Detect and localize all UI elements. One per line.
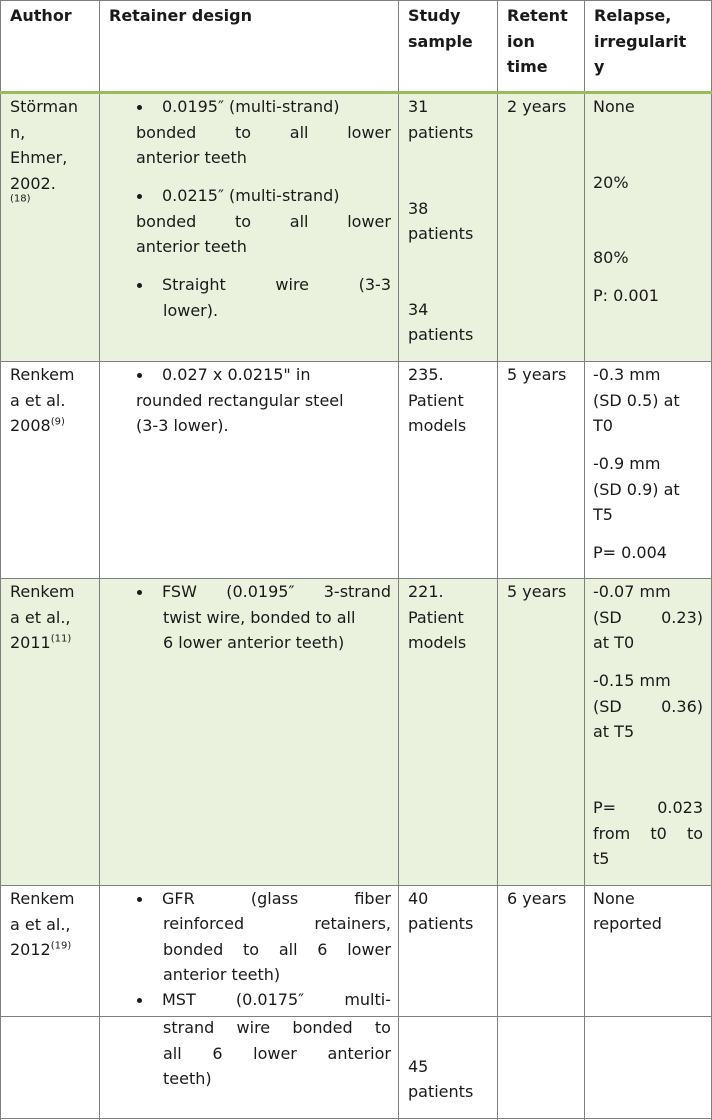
author-cell: Renkem a et al. 2008$^{(9)}$ [10, 365, 75, 435]
author-cell: Störman n, Ehmer, 2002. $^{(18)}$ [10, 97, 79, 205]
bullet-icon [137, 105, 142, 110]
author-cell: Renkem a et al., 2012$^{(19)}$ [10, 889, 75, 959]
header-retention-time: Retent ion time [507, 6, 568, 76]
list-item: MST (0.0175″ multi- [162, 990, 391, 1009]
list-item: bonded to all 6 lower [163, 940, 391, 959]
list-item: rounded rectangular steel [136, 391, 344, 410]
table-border [0, 1118, 712, 1119]
list-item: 0.0215″ (multi-strand) [162, 186, 340, 205]
list-item: 0.0195″ (multi-strand) [162, 97, 340, 116]
list-item: Straight wire (3-3 [162, 275, 391, 294]
list-item: 0.027 x 0.0215" in [162, 365, 311, 384]
list-item: anterior teeth [136, 237, 247, 256]
list-item: anterior teeth [136, 148, 247, 167]
list-item: all 6 lower anterior [163, 1044, 391, 1063]
citation-ref: (18) [10, 193, 31, 205]
list-item: bonded to all lower [136, 212, 391, 231]
citation-ref: (19) [50, 940, 72, 952]
list-item: twist wire, bonded to all [163, 608, 356, 627]
list-item: bonded to all lower [136, 123, 391, 142]
header-divider [0, 91, 712, 94]
column-divider [398, 0, 399, 1120]
list-item: reinforced retainers, [163, 914, 391, 933]
bullet-icon [137, 194, 142, 199]
list-item: teeth) [163, 1069, 212, 1088]
bullet-icon [137, 897, 142, 902]
retention-time-cell: 5 years [507, 365, 567, 384]
list-item: FSW (0.0195″ 3-strand [162, 582, 391, 601]
bullet-icon [137, 998, 142, 1003]
citation-ref: (9) [50, 416, 65, 428]
header-relapse-irregularity: Relapse, irregularit y [594, 6, 687, 76]
column-divider [99, 0, 100, 1120]
table-border [0, 0, 712, 1]
list-item: strand wire bonded to [163, 1018, 391, 1037]
row-divider [0, 578, 712, 579]
study-sample-cell: 235. Patient models [408, 365, 467, 435]
row-divider [0, 361, 712, 362]
row-divider [0, 885, 712, 886]
list-item: (3-3 lower). [136, 416, 229, 435]
study-sample-cell: 221. Patient models [408, 582, 467, 652]
header-author: Author [10, 6, 72, 25]
table-border [0, 0, 1, 1120]
bullet-icon [137, 590, 142, 595]
list-item: anterior teeth) [163, 965, 281, 984]
author-cell: Renkem a et al., 2011$^{(11)}$ [10, 582, 75, 652]
header-retainer-design: Retainer design [109, 6, 252, 25]
bullet-icon [137, 373, 142, 378]
column-divider [584, 0, 585, 1120]
row-divider [0, 1016, 712, 1017]
citation-ref: (11) [50, 633, 72, 645]
list-item: 6 lower anterior teeth) [163, 633, 345, 652]
bullet-icon [137, 283, 142, 288]
header-study-sample: Study sample [408, 6, 473, 51]
list-item: lower). [163, 301, 219, 320]
column-divider [497, 0, 498, 1120]
retention-time-cell: 5 years [507, 582, 567, 601]
retention-time-cell: 2 years [507, 97, 567, 116]
list-item: GFR (glass fiber [162, 889, 391, 908]
retention-time-cell: 6 years [507, 889, 567, 908]
